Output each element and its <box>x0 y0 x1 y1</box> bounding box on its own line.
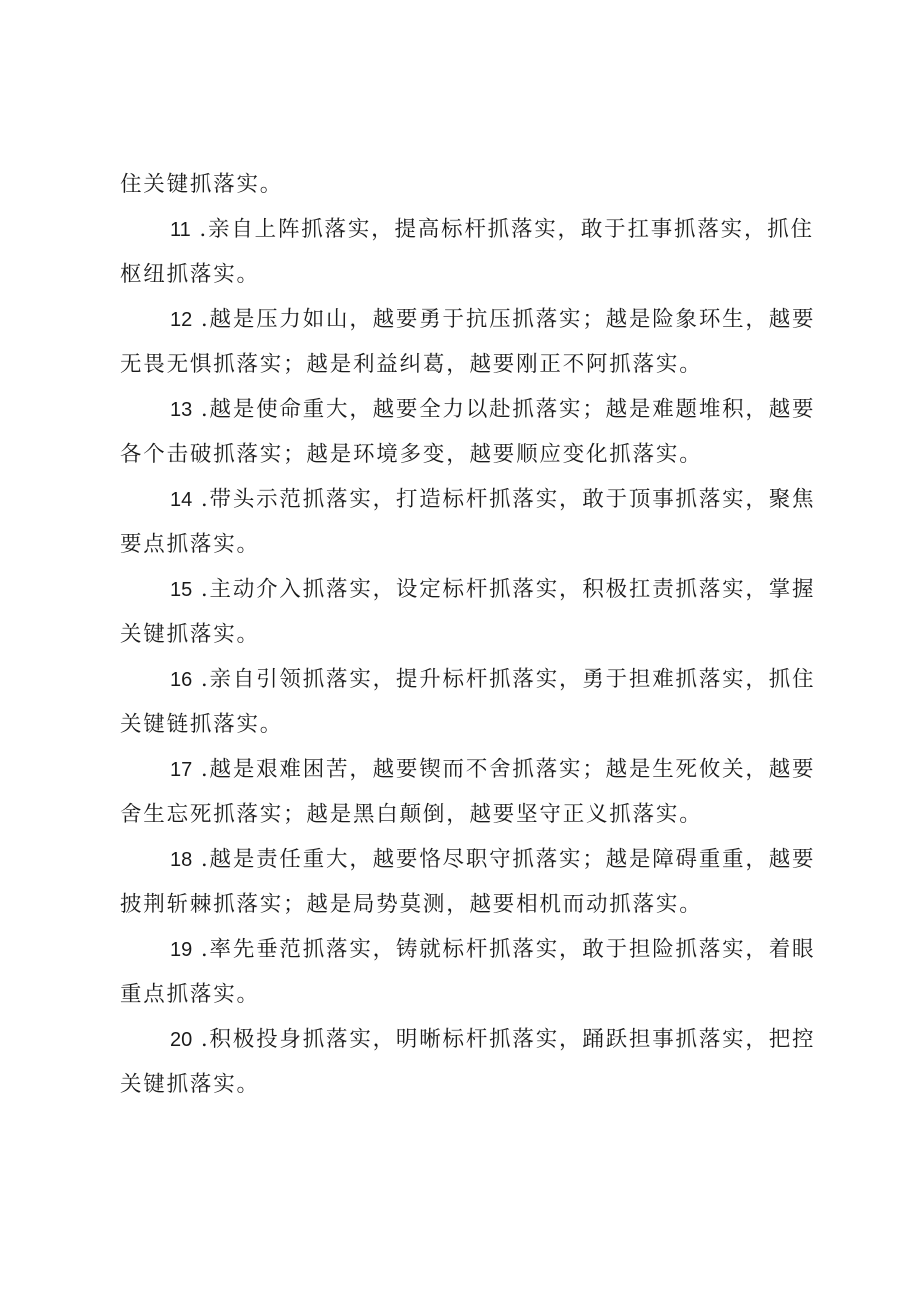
list-item-first-line <box>120 567 816 612</box>
list-item-13 <box>120 387 816 477</box>
list-item-first-line <box>120 657 816 702</box>
item-number: 13 <box>170 399 193 421</box>
item-separator: . <box>200 487 210 512</box>
list-item-20 <box>120 1017 816 1107</box>
list-item-14 <box>120 477 816 567</box>
item-number: 12 <box>170 309 193 331</box>
item-separator: . <box>200 667 210 692</box>
item-number: 20 <box>170 1029 193 1051</box>
item-number: 19 <box>170 939 193 961</box>
list-item-first-line <box>120 387 816 432</box>
item-separator: . <box>200 577 210 602</box>
list-item-18 <box>120 837 816 927</box>
item-text: 亲自引领抓落实，提升标杆抓落实，勇于担难抓落实，抓住 <box>209 667 816 692</box>
item-text: 带头示范抓落实，打造标杆抓落实，敢于顶事抓落实，聚焦 <box>209 487 816 512</box>
list-item-continuation: 重点抓落实。 <box>120 982 260 1007</box>
item-number: 16 <box>170 669 193 691</box>
item-separator: . <box>200 847 210 872</box>
item-separator: . <box>199 217 209 242</box>
list-item-16 <box>120 657 816 747</box>
item-separator: . <box>200 757 210 782</box>
list-item-continuation: 关键抓落实。 <box>120 622 260 647</box>
item-text: 越是压力如山，越要勇于抗压抓落实；越是险象环生，越要 <box>209 307 816 332</box>
item-separator: . <box>200 1027 210 1052</box>
list-item-17 <box>120 747 816 837</box>
item-number: 18 <box>170 849 193 871</box>
list-item-first-line <box>120 927 816 972</box>
list-item-first-line <box>120 297 816 342</box>
list-item-11 <box>120 207 814 297</box>
item-text: 越是责任重大，越要恪尽职守抓落实；越是障碍重重，越要 <box>209 847 816 872</box>
item-number: 14 <box>170 489 193 511</box>
list-item-first-line <box>120 1017 816 1062</box>
list-item-19 <box>120 927 816 1017</box>
item-text: 率先垂范抓落实，铸就标杆抓落实，敢于担险抓落实，着眼 <box>209 937 816 962</box>
item-text: 越是艰难困苦，越要锲而不舍抓落实；越是生死攸关，越要 <box>209 757 816 782</box>
list-item-first-line <box>120 747 816 792</box>
carryover-line: 住关键抓落实。 <box>120 172 284 197</box>
item-separator: . <box>200 397 210 422</box>
item-text: 亲自上阵抓落实，提高标杆抓落实，敢于扛事抓落实，抓住 <box>208 217 814 242</box>
item-text: 主动介入抓落实，设定标杆抓落实，积极扛责抓落实，掌握 <box>209 577 816 602</box>
document-body <box>120 162 816 1107</box>
item-text: 积极投身抓落实，明晰标杆抓落实，踊跃担事抓落实，把控 <box>209 1027 816 1052</box>
list-item-first-line <box>120 207 814 252</box>
list-item-first-line <box>120 477 816 522</box>
item-number: 17 <box>170 759 193 781</box>
list-item-continuation: 舍生忘死抓落实；越是黑白颠倒，越要坚守正义抓落实。 <box>120 802 703 827</box>
list-item-continuation: 关键抓落实。 <box>120 1072 260 1097</box>
item-separator: . <box>200 937 210 962</box>
list-item-continuation: 枢纽抓落实。 <box>120 262 260 287</box>
item-separator: . <box>200 307 210 332</box>
list-item-15 <box>120 567 816 657</box>
list-item-continuation: 要点抓落实。 <box>120 532 260 557</box>
list-item-first-line <box>120 837 816 882</box>
list-item-12 <box>120 297 816 387</box>
item-text: 越是使命重大，越要全力以赴抓落实；越是难题堆积，越要 <box>209 397 816 422</box>
item-number: 15 <box>170 579 193 601</box>
list-item-continuation: 各个击破抓落实；越是环境多变，越要顺应变化抓落实。 <box>120 442 703 467</box>
item-number: 11 <box>170 219 191 241</box>
list-item-continuation: 关键链抓落实。 <box>120 712 284 737</box>
list-item-continuation: 无畏无惧抓落实；越是利益纠葛，越要刚正不阿抓落实。 <box>120 352 703 377</box>
list-item-continuation: 披荆斩棘抓落实；越是局势莫测，越要相机而动抓落实。 <box>120 892 703 917</box>
